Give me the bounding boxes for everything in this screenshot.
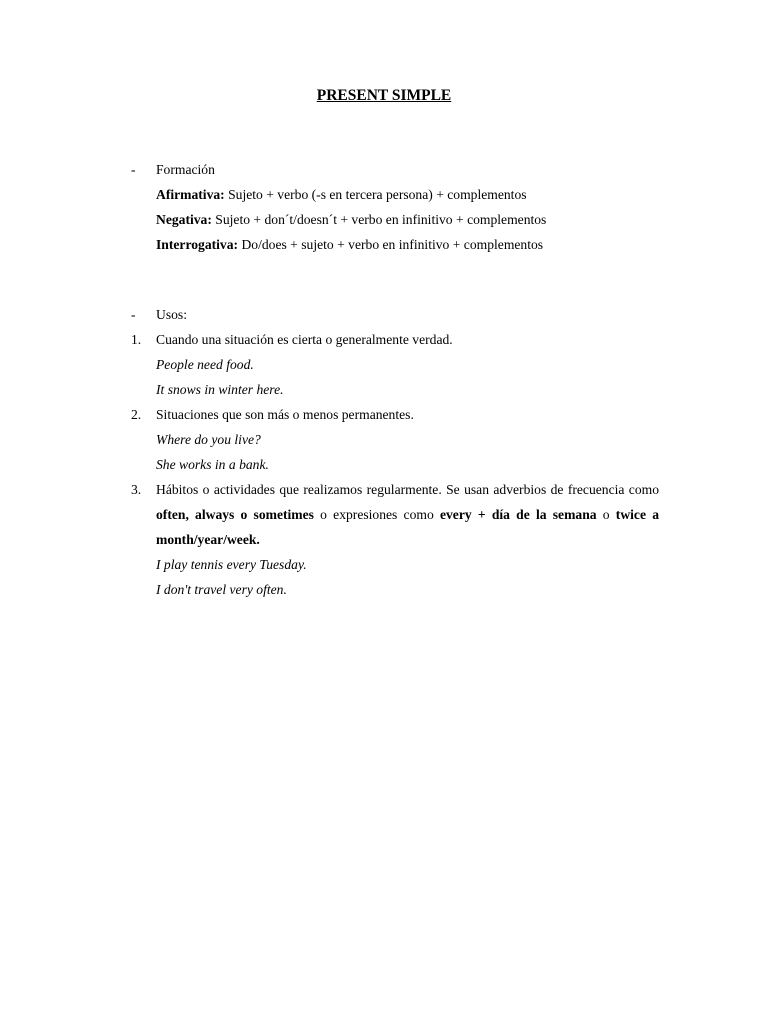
interrogativa-line (131, 232, 659, 257)
negativa-text: Sujeto + don´t/doesn´t + verbo en infinitivo + complementos (211, 212, 547, 227)
list-number: 2. (131, 407, 142, 422)
negativa-line (131, 207, 659, 232)
list-item (131, 402, 659, 427)
formacion-section (131, 157, 659, 257)
item3-text-part2: o expresiones como (313, 507, 440, 522)
afirmativa-text: Sujeto + verbo (-s en tercera persona) + complementos (224, 187, 527, 202)
formacion-heading: Formación (156, 162, 215, 177)
item3-text-part1: Hábitos o actividades que realizamos regularmente. Se usan adverbios de frecuencia como (156, 482, 659, 497)
bullet-dash: - (131, 307, 136, 322)
bullet-dash: - (131, 162, 136, 177)
interrogativa-label: Interrogativa: (156, 237, 239, 252)
usos-section (131, 302, 659, 602)
list-item-text: Situaciones que son más o menos permanentes. (156, 407, 414, 422)
example-sentence: She works in a bank. (156, 457, 269, 472)
usos-heading-row (131, 302, 659, 327)
item3-bold-frequency: twice a month/year/week. (156, 507, 659, 547)
list-item (131, 477, 659, 552)
afirmativa-line (131, 182, 659, 207)
item3-text-part3: o (596, 507, 616, 522)
list-item-text: Cuando una situación es cierta o generalmente verdad. (156, 332, 453, 347)
example-sentence: I don't travel very often. (156, 582, 287, 597)
list-number: 1. (131, 332, 142, 347)
item3-bold-expression: every + día de la semana (439, 507, 597, 522)
afirmativa-label: Afirmativa: (156, 187, 225, 202)
example-sentence: Where do you live? (156, 432, 261, 447)
list-number: 3. (131, 482, 142, 497)
example-sentence: People need food. (156, 357, 254, 372)
interrogativa-text: Do/does + sujeto + verbo en infinitivo + complementos (238, 237, 544, 252)
page-title: PRESENT SIMPLE (316, 87, 452, 104)
usos-heading: Usos: (156, 307, 187, 322)
list-item-text (156, 477, 659, 552)
example-sentence: I play tennis every Tuesday. (156, 557, 307, 572)
item3-bold-adverbs: often, always o sometimes (156, 507, 314, 522)
formacion-heading-row (131, 157, 659, 182)
negativa-label: Negativa: (156, 212, 212, 227)
example-sentence: It snows in winter here. (156, 382, 284, 397)
list-item (131, 327, 659, 352)
